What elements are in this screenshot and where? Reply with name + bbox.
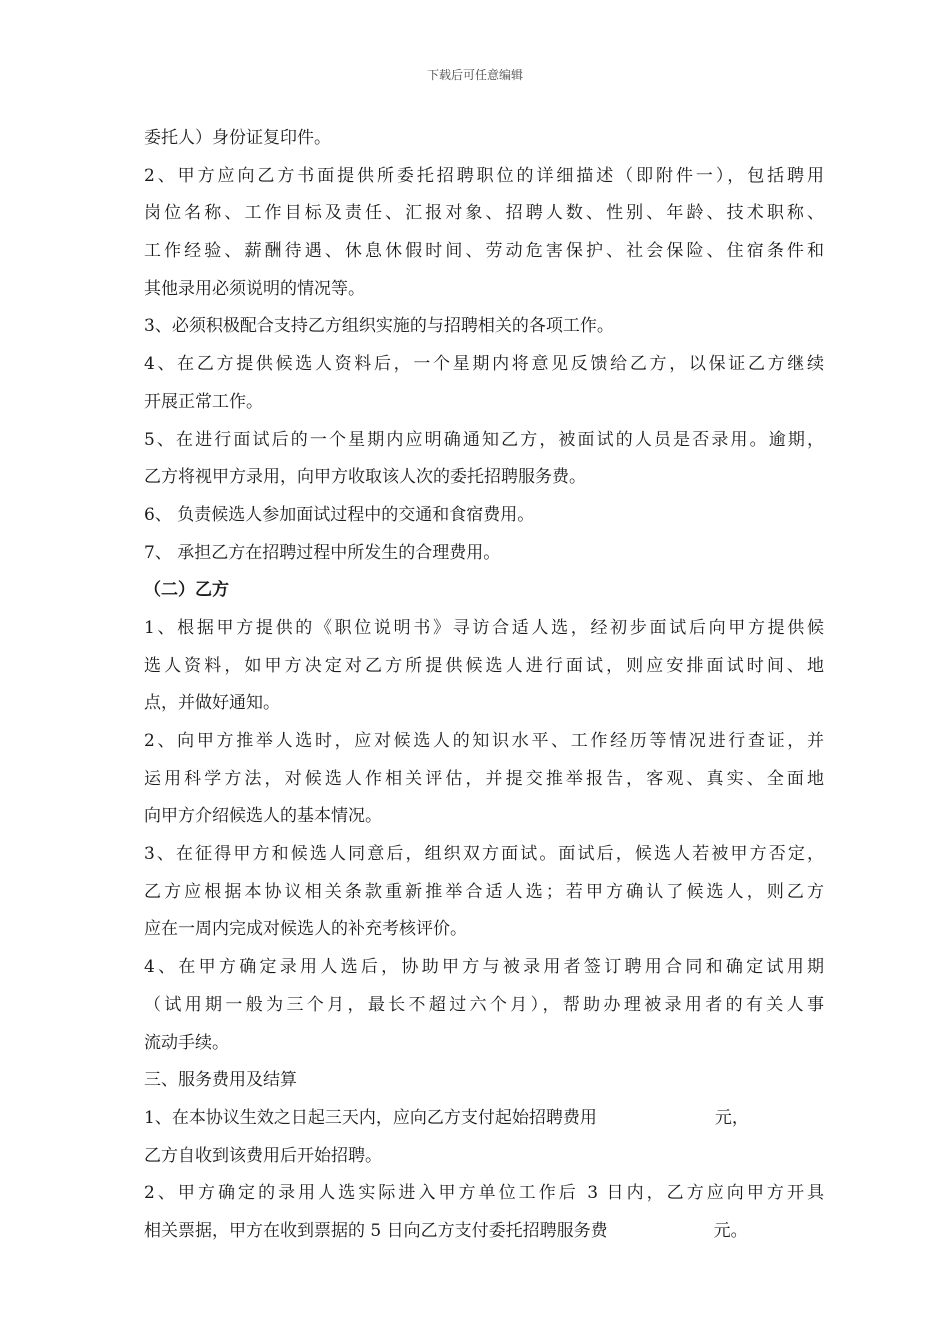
text-line: 流动手续。 xyxy=(144,1032,229,1053)
text-line: 选人资料，如甲方决定对乙方所提供候选人进行面试，则应安排面试时间、地 xyxy=(144,655,824,676)
text-line: 7、 承担乙方在招聘过程中所发生的合理费用。 xyxy=(144,542,501,563)
text-segment: 元。 xyxy=(713,1220,748,1241)
text-line: 6、 负责候选人参加面试过程中的交通和食宿费用。 xyxy=(144,504,535,525)
text-line: 工作经验、薪酬待遇、休息休假时间、劳动危害保护、社会保险、住宿条件和 xyxy=(144,241,824,262)
text-line: 3、必须积极配合支持乙方组织实施的与招聘相关的各项工作。 xyxy=(144,316,614,337)
text-line: 1、根据甲方提供的《职位说明书》寻访合适人选，经初步面试后向甲方提供候 xyxy=(144,617,824,638)
text-line: 2、甲方确定的录用人选实际进入甲方单位工作后 3 日内，乙方应向甲方开具 xyxy=(144,1183,824,1204)
text-line-with-blank xyxy=(144,1213,824,1251)
text-line: 应在一周内完成对候选人的补充考核评价。 xyxy=(144,919,467,940)
text-line: 乙方将视甲方录用，向甲方收取该人次的委托招聘服务费。 xyxy=(144,467,586,488)
text-line: 2、向甲方推举人选时，应对候选人的知识水平、工作经历等情况进行查证，并 xyxy=(144,731,824,751)
text-segment: 相关票据，甲方在收到票据的 5 日向乙方支付委托招聘服务费 xyxy=(144,1220,608,1241)
text-line: 运用科学方法，对候选人作相关评估，并提交推举报告，客观、真实、全面地 xyxy=(144,768,824,789)
text-line: 3、在征得甲方和候选人同意后，组织双方面试。面试后，候选人若被甲方否定， xyxy=(144,844,824,865)
section-heading-fees: 三、服务费用及结算 xyxy=(144,1070,297,1091)
page-header-watermark: 下载后可任意编辑 xyxy=(426,68,523,82)
text-line: 乙方自收到该费用后开始招聘。 xyxy=(144,1145,382,1166)
text-segment: 元， xyxy=(714,1107,749,1128)
text-line: 岗位名称、工作目标及责任、汇报对象、招聘人数、性别、年龄、技术职称、 xyxy=(144,203,824,224)
text-line: 点，并做好通知。 xyxy=(144,693,280,714)
text-line: （试用期一般为三个月，最长不超过六个月），帮助办理被录用者的有关人事 xyxy=(144,994,824,1015)
section-heading-party-b: （二）乙方 xyxy=(144,580,229,601)
text-segment: 1、在本协议生效之日起三天内，应向乙方支付起始招聘费用 xyxy=(144,1107,597,1128)
text-line: 4、在乙方提供候选人资料后，一个星期内将意见反馈给乙方，以保证乙方继续 xyxy=(144,354,824,375)
document-body xyxy=(144,120,824,1251)
text-line: 2、甲方应向乙方书面提供所委托招聘职位的详细描述（即附件一），包括聘用 xyxy=(144,165,824,186)
text-line: 委托人）身份证复印件。 xyxy=(144,128,331,148)
text-line: 其他录用必须说明的情况等。 xyxy=(144,278,365,299)
text-line: 向甲方介绍候选人的基本情况。 xyxy=(144,806,382,827)
text-line: 开展正常工作。 xyxy=(144,391,263,412)
text-line: 乙方应根据本协议相关条款重新推举合适人选；若甲方确认了候选人，则乙方 xyxy=(144,881,824,902)
text-line: 4、在甲方确定录用人选后，协助甲方与被录用者签订聘用合同和确定试用期 xyxy=(144,957,824,978)
text-line-with-blank xyxy=(144,1100,824,1138)
text-line: 5、在进行面试后的一个星期内应明确通知乙方，被面试的人员是否录用。逾期， xyxy=(144,429,824,450)
